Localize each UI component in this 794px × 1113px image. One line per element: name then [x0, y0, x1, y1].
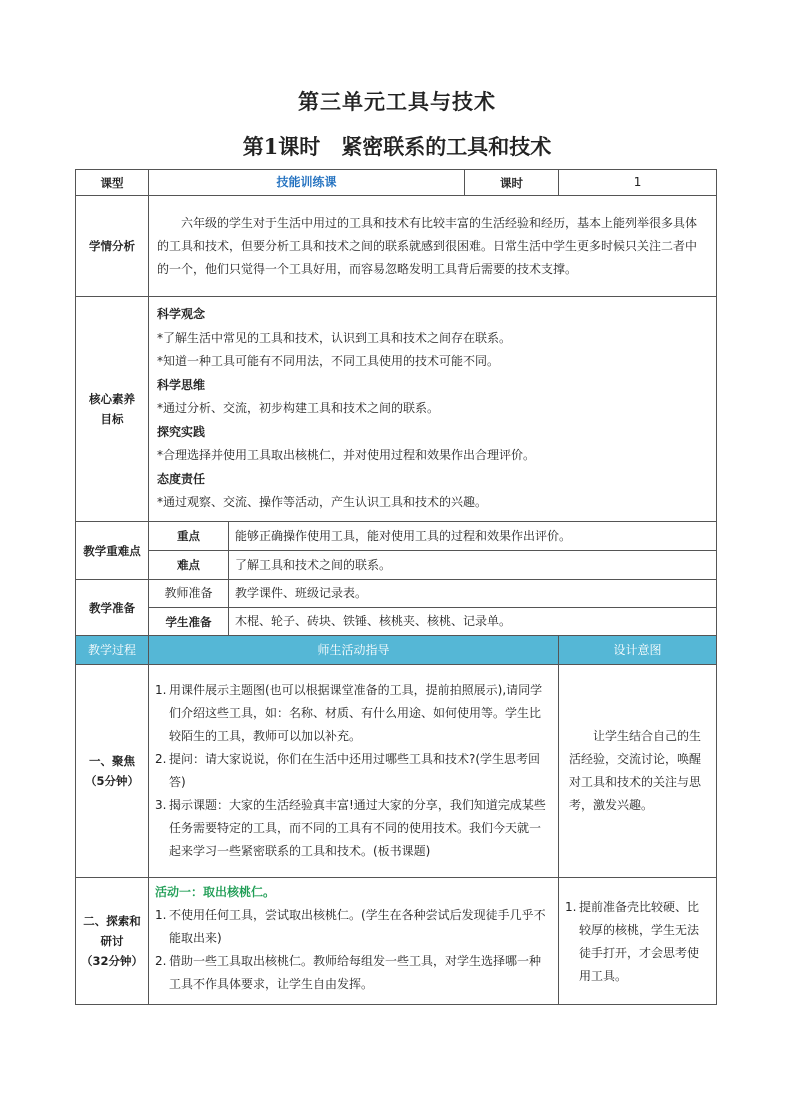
- goal-item: *合理选择并使用工具取出核桃仁，并对使用过程和效果作出合理评价。: [157, 448, 536, 463]
- class-hours-label: 课时: [465, 170, 559, 196]
- activity-title: 活动一：取出核桃仁。: [155, 885, 276, 899]
- step2-label: [76, 878, 149, 1005]
- item-text: 提前准备壳比较硬、比较厚的核桃，学生无法徒手打开，才会思考使用工具。: [579, 900, 700, 983]
- list-item: [155, 950, 552, 996]
- goal-heading-thinking: 科学思维: [157, 377, 206, 392]
- goal-item: *通过观察、交流、操作等活动，产生认识工具和技术的兴趣。: [157, 495, 488, 510]
- item-number: 1.: [565, 900, 577, 914]
- prep-label: 教学准备: [76, 580, 149, 636]
- step2-activities: [149, 878, 559, 1005]
- analysis-text: 六年级的学生对于生活中用过的工具和技术有比较丰富的生活经验和经历，基本上能列举很多具体的工具和技术，但要分析工具和技术之间的联系就感到很困难。日常生活中学生更多时候只关注二者中的一个，他们只觉得一个工具好用，而容易忽略发明工具背后需要的技术支撑。: [149, 196, 717, 297]
- goal-heading-attitude: 态度责任: [157, 471, 206, 486]
- goal-heading-practice: 探究实践: [157, 424, 206, 439]
- item-text: 提问：请大家说说，你们在生活中还用过哪些工具和技术?(学生思考回答): [169, 752, 541, 789]
- list-item: [155, 748, 552, 794]
- step2-label-line2: 研讨: [100, 934, 124, 948]
- step1-design: 让学生结合自己的生活经验，交流讨论，唤醒对工具和技术的关注与思考，激发兴趣。: [559, 665, 717, 878]
- lesson-plan-table: [75, 169, 717, 1005]
- list-item: [565, 896, 710, 988]
- step1-label-line1: 一、聚焦: [89, 754, 135, 768]
- design-header: 设计意图: [559, 636, 717, 665]
- item-number: 3.: [155, 798, 167, 812]
- step1-label: [76, 665, 149, 878]
- item-text: 借助一些工具取出核桃仁。教师给每组发一些工具，对学生选择哪一种工具不作具体要求，让学生自由发挥。: [169, 954, 542, 991]
- process-header: 教学过程: [76, 636, 149, 665]
- lesson-title: 第1课时 紧密联系的工具和技术: [242, 134, 552, 159]
- difficulty-label: 难点: [149, 551, 229, 580]
- course-type-label: 课型: [76, 170, 149, 196]
- class-hours-value: 1: [559, 170, 717, 196]
- unit-title: 第三单元工具与技术: [298, 90, 496, 114]
- step2-design: [559, 878, 717, 1005]
- list-item: [155, 904, 552, 950]
- teacher-prep-label: 教师准备: [149, 580, 229, 608]
- teacher-prep-text: 教学课件、班级记录表。: [229, 580, 717, 608]
- item-text: 用课件展示主题图(也可以根据课堂准备的工具，提前拍照展示),请同学们介绍这些工具，如：名称、材质、有什么用途、如何使用等。学生比较陌生的工具，教师可以加以补充。: [169, 683, 543, 743]
- student-prep-label: 学生准备: [149, 608, 229, 636]
- item-number: 2.: [155, 752, 167, 766]
- key-point-text: 能够正确操作使用工具，能对使用工具的过程和效果作出评价。: [229, 522, 717, 551]
- list-item: [155, 679, 552, 748]
- keypoints-label: 教学重难点: [76, 522, 149, 580]
- core-goals-label: [76, 297, 149, 522]
- core-goals-label-line2: 目标: [100, 412, 124, 426]
- item-text: 揭示课题：大家的生活经验真丰富!通过大家的分享，我们知道完成某些任务需要特定的工具，而不同的工具有不同的使用技术。我们今天就一起来学习一些紧密联系的工具和技术。(板书课题): [169, 798, 546, 858]
- goal-item: *知道一种工具可能有不同用法，不同工具使用的技术可能不同。: [157, 354, 500, 369]
- list-item: [155, 794, 552, 863]
- course-type-value: 技能训练课: [149, 170, 465, 196]
- item-text: 不使用任何工具，尝试取出核桃仁。(学生在各种尝试后发现徒手几乎不能取出来): [169, 908, 546, 945]
- goal-heading-concept: 科学观念: [157, 307, 206, 322]
- step2-label-line1: 二、探索和: [83, 914, 141, 928]
- key-point-label: 重点: [149, 522, 229, 551]
- core-goals-label-line1: 核心素养: [89, 392, 135, 406]
- core-goals-content: [149, 297, 717, 522]
- step1-activities: [149, 665, 559, 878]
- step2-label-line3: （32分钟）: [80, 954, 143, 968]
- item-number: 2.: [155, 954, 167, 968]
- item-number: 1.: [155, 683, 167, 697]
- goal-item: *通过分析、交流，初步构建工具和技术之间的联系。: [157, 401, 440, 416]
- student-prep-text: 木棍、轮子、砖块、铁锤、核桃夹、核桃、记录单。: [229, 608, 717, 636]
- step1-label-line2: （5分钟）: [84, 774, 139, 788]
- activity-header: 师生活动指导: [149, 636, 559, 665]
- difficulty-text: 了解工具和技术之间的联系。: [229, 551, 717, 580]
- goal-item: *了解生活中常见的工具和技术，认识到工具和技术之间存在联系。: [157, 330, 512, 345]
- item-number: 1.: [155, 908, 167, 922]
- analysis-label: 学情分析: [76, 196, 149, 297]
